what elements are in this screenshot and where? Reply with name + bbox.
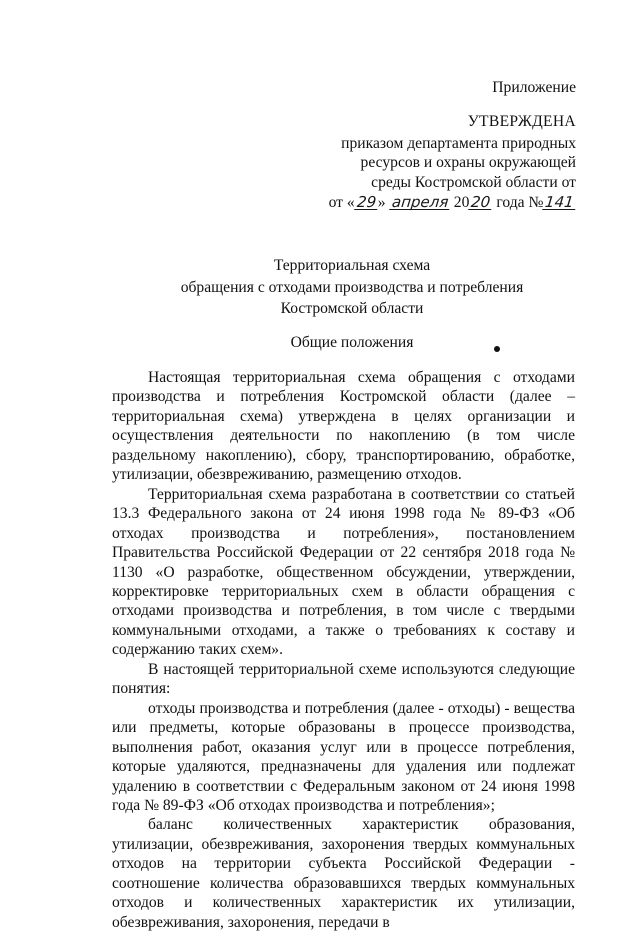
order-day-handwritten: 29	[355, 193, 377, 212]
document-title	[112, 255, 592, 320]
order-number-handwritten: 141	[544, 193, 575, 212]
order-number-prefix: года №	[492, 194, 544, 212]
annex-label: Приложение	[492, 79, 576, 96]
title-line-1: Территориальная схема	[273, 257, 431, 274]
title-line-3: Костромской области	[280, 300, 424, 317]
approval-line-2: ресурсов и охраны окружающей	[360, 154, 576, 172]
order-year-handwritten: 20	[470, 193, 492, 212]
order-date-line	[320, 193, 576, 213]
paragraph-4: отходы производства и потребления (далее - отходы) - вещества или предметы, которые образованы в процессе производства, выполнения работ, оказания услуг или в процессе потребления, которые удаляются, предназначены для удаления или подлежат удалению в соответствии с Федеральным законом от 24 июня 1998 года № 89-ФЗ «Об отходах производства и потребления»;	[112, 699, 575, 814]
ink-dot	[494, 346, 500, 352]
paragraph-2: Территориальная схема разработана в соответствии со статьей 13.3 Федерального закона от 24 июня 1998 года № 89-ФЗ «Об отходах производства и потребления», постановлением Правительства Российской Федерации от 22 сентября 2018 года № 1130 «О разработке, общественном обсуждении, утверждении, корректировке территориальных схем в области обращения с отходами производства и потребления, в том числе с твердыми коммунальными отходами, а также о требованиях к составу и содержанию таких схем».	[112, 485, 575, 659]
order-after-day: »	[377, 194, 390, 212]
paragraph-1: Настоящая территориальная схема обращения с отходами производства и потребления Костромской области (далее – территориальная схема) утверждена в целях организации и осуществления деятельности по накоплению (в том числе раздельному накоплению), сбору, транспортированию, обработке, утилизации, обезвреживанию, размещению отходов.	[112, 369, 575, 484]
section-heading: Общие положения	[290, 334, 414, 351]
approval-block	[320, 112, 576, 213]
order-prefix: от «	[328, 194, 355, 212]
title-line-2: обращения с отходами производства и потребления	[180, 278, 524, 296]
order-month-handwritten: апреля	[390, 193, 449, 212]
approval-line-1: приказом департамента природных	[341, 134, 576, 152]
approval-heading: УТВЕРЖДЕНА	[467, 113, 576, 130]
body-text	[112, 368, 575, 932]
order-year-prefix: 20	[449, 194, 470, 212]
paragraph-3: В настоящей территориальной схеме используются следующие понятия:	[112, 660, 575, 698]
approval-line-3: среды Костромской области от	[371, 173, 576, 191]
paragraph-5: баланс количественных характеристик образования, утилизации, обезвреживания, захоронения твердых коммунальных отходов на территории субъекта Российской Федерации - соотношение количества образовавшихся твердых коммунальных отходов и количественных характеристик их утилизации, обезвреживания, захоронения, передачи в	[112, 816, 575, 931]
